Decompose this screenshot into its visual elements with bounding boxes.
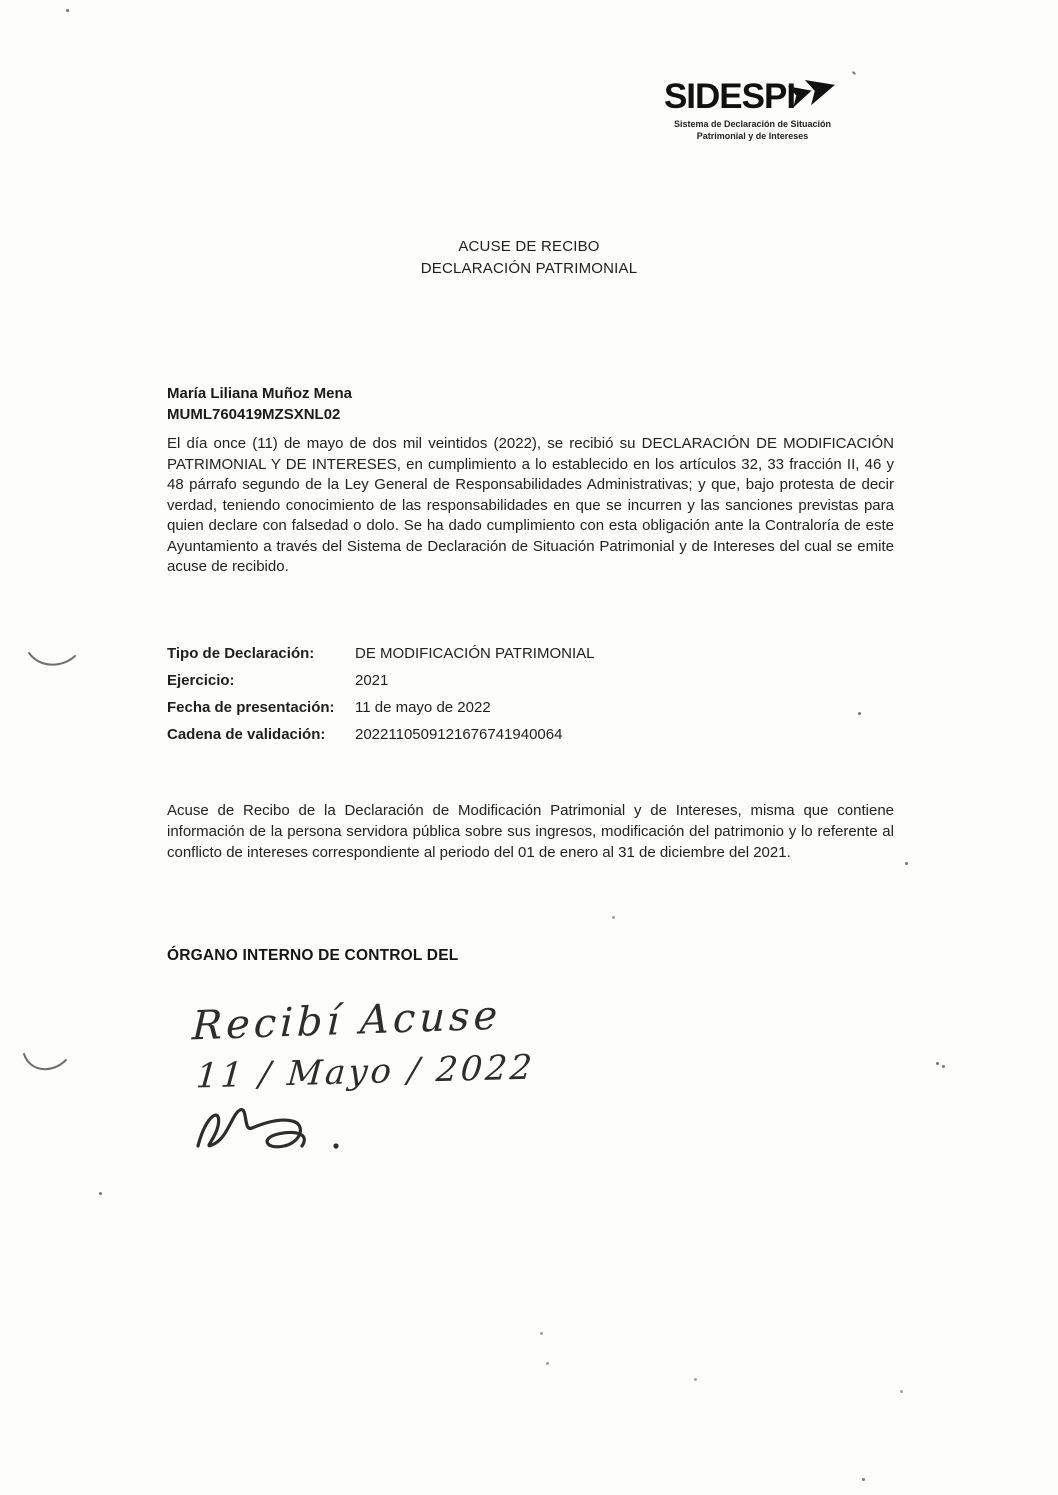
detail-value: 11 de mayo de 2022 — [355, 699, 491, 716]
detail-value: 2021 — [355, 672, 389, 689]
sidespi-logo — [645, 78, 860, 142]
scan-dot — [936, 1062, 939, 1065]
detail-value: 2022110509121676741940064 — [355, 726, 563, 743]
scan-dot — [612, 916, 615, 919]
sidespi-tagline-line1: Sistema de Declaración de Situación — [673, 119, 832, 129]
declaration-details — [167, 644, 807, 752]
scan-mark-curve — [20, 1050, 72, 1076]
document-title — [0, 236, 1058, 280]
sidespi-tagline-line2: Patrimonial y de Intereses — [696, 131, 809, 141]
sidespi-logo-text: SIDESPI — [663, 76, 796, 116]
handwritten-received-note: Recibí Acuse — [191, 992, 503, 1050]
scan-dot — [99, 1192, 102, 1195]
scan-dot — [546, 1362, 549, 1365]
organ-heading: ÓRGANO INTERNO DE CONTROL DEL — [167, 947, 459, 964]
scan-dot — [694, 1378, 697, 1381]
detail-value: DE MODIFICACIÓN PATRIMONIAL — [355, 645, 595, 662]
scan-dot — [852, 71, 856, 75]
scan-dot — [942, 1065, 945, 1068]
document-title-line1: ACUSE DE RECIBO — [458, 238, 600, 255]
detail-row-cadena — [167, 725, 807, 745]
detail-label: Cadena de validación: — [167, 726, 326, 743]
declarant-block — [167, 383, 352, 425]
body-paragraph: El día once (11) de mayo de dos mil veintidos (2022), se recibió su DECLARACIÓN DE MODIFICACIÓN PATRIMONIAL Y DE INTERESES, en cumplimiento a lo establecido en los artículos 32, 33 fracción II, 46 y 48 párrafo segundo de la Ley General de Responsabilidades Administrativas; y que, bajo protesta de decir verdad, teniendo conocimiento de las responsabilidades en que se incurren y las sanciones previstas para quien declare con falsedad o dolo. Se ha dado cumplimiento con esta obligación ante la Contraloría de este Ayuntamiento a través del Sistema de Declaración de Situación Patrimonial y de Intereses del cual se emite acuse de recibido. — [167, 435, 894, 575]
scan-dot — [66, 9, 69, 12]
detail-label: Ejercicio: — [167, 672, 235, 689]
scan-dot — [540, 1332, 543, 1335]
signature-scribble — [188, 1098, 358, 1168]
scan-dot — [862, 1478, 865, 1481]
scan-dot — [858, 712, 861, 715]
detail-label: Fecha de presentación: — [167, 699, 335, 716]
detail-row-fecha — [167, 698, 807, 718]
sidespi-arrow-icon — [784, 68, 843, 116]
declarant-id: MUML760419MZSXNL02 — [167, 406, 341, 423]
acuse-paragraph: Acuse de Recibo de la Declaración de Modificación Patrimonial y de Intereses, misma que contiene información de la persona servidora pública sobre sus ingresos, modificación del patrimonio y lo referente al conflicto de intereses correspondiente al periodo del 01 de enero al 31 de diciembre del 2021. — [167, 802, 894, 861]
scan-mark-curve — [26, 648, 78, 670]
handwritten-date-note: 11 / Mayo / 2022 — [194, 1047, 537, 1097]
detail-row-tipo — [167, 644, 807, 664]
scan-dot — [905, 862, 908, 865]
detail-label: Tipo de Declaración: — [167, 645, 315, 662]
scan-dot — [900, 1390, 903, 1393]
declarant-name: María Liliana Muñoz Mena — [167, 385, 353, 402]
document-title-line2: DECLARACIÓN PATRIMONIAL — [420, 260, 638, 277]
detail-row-ejercicio — [167, 671, 807, 691]
